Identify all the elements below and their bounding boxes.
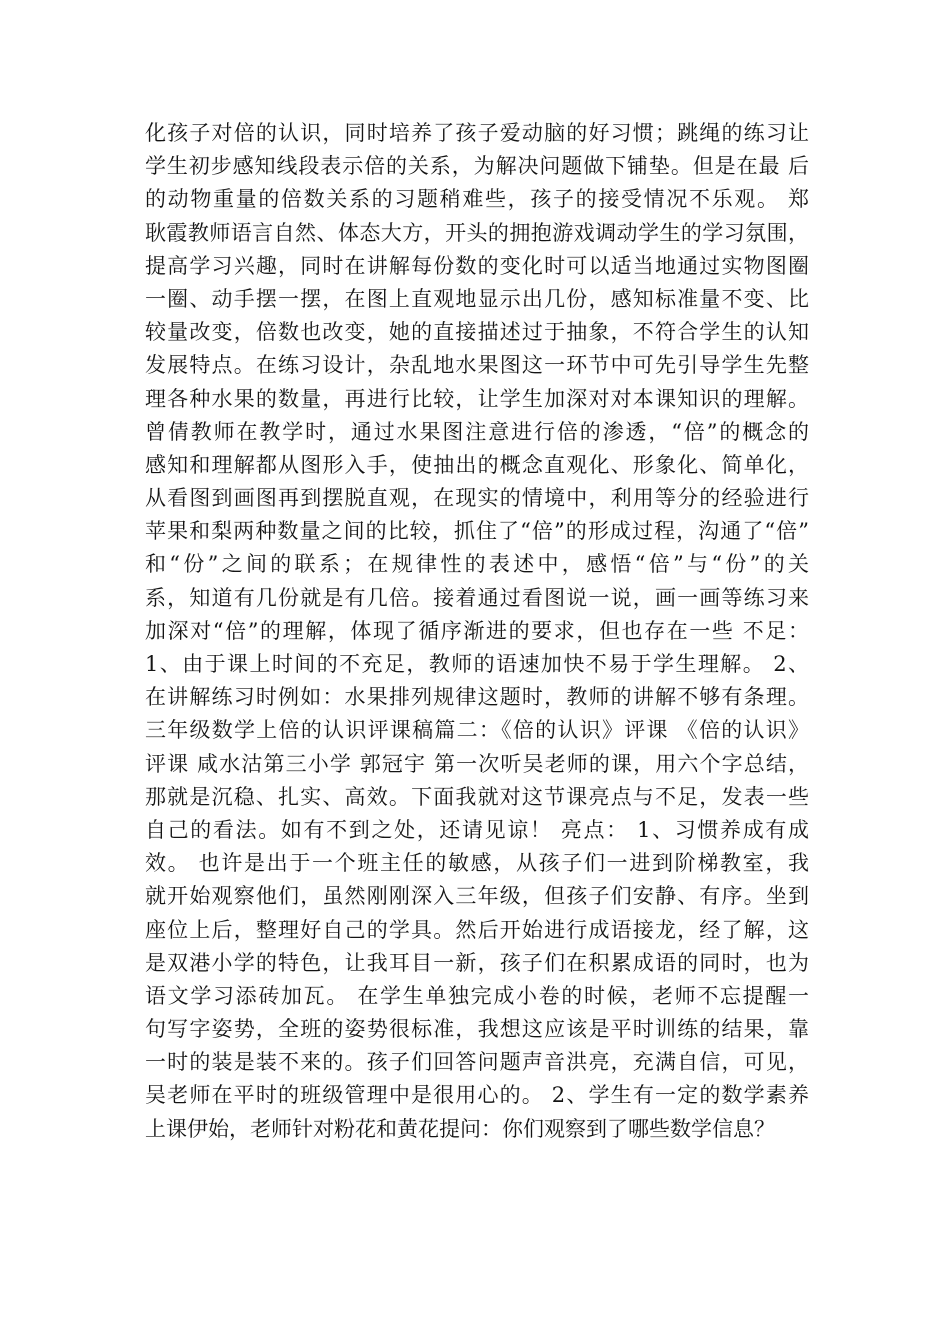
text-line: 学生初步感知线段表示倍的关系，为解决问题做下铺垫。但是在最 后 xyxy=(145,154,809,179)
text-line: 吴老师在平时的班级管理中是很用心的。 2、学生有一定的数学素养 xyxy=(145,1083,809,1108)
text-line: 理各种水果的数量，再进行比较，让学生加深对对本课知识的理解。 xyxy=(145,386,809,411)
text-line: 上课伊始，老师针对粉花和黄花提问：你们观察到了哪些数学信息？ xyxy=(145,1116,775,1141)
text-line: 化孩子对倍的认识，同时培养了孩子爱动脑的好习惯；跳绳的练习让 xyxy=(145,121,809,145)
text-line: 语文学习添砖加瓦。 在学生单独完成小卷的时候，老师不忘提醒一 xyxy=(145,983,809,1008)
text-line: 是双港小学的特色，让我耳目一新，孩子们在积累成语的同时，也为 xyxy=(145,950,809,975)
text-line: 一圈、动手摆一摆，在图上直观地显示出几份，感知标准量不变、比 xyxy=(145,286,809,311)
text-line: 评课 咸水沽第三小学 郭冠宇 第一次听吴老师的课，用六个字总结， xyxy=(145,751,809,776)
text-line: 发展特点。在练习设计，杂乱地水果图这一环节中可先引导学生先整 xyxy=(145,353,809,378)
text-line: 1、由于课上时间的不充足，教师的语速加快不易于学生理解。 2、 xyxy=(145,652,809,676)
text-line: 较量改变，倍数也改变，她的直接描述过于抽象，不符合学生的认知 xyxy=(145,320,809,345)
text-line: 就开始观察他们，虽然刚刚深入三年级，但孩子们安静、有序。坐到 xyxy=(145,884,809,909)
text-line: 在讲解练习时例如：水果排列规律这题时，教师的讲解不够有条理。 xyxy=(145,685,809,710)
text-line: 从看图到画图再到摆脱直观，在现实的情境中，利用等分的经验进行 xyxy=(145,486,809,511)
text-line: 的动物重量的倍数关系的习题稍难些，孩子的接受情况不乐观。 郑 xyxy=(145,187,809,212)
text-line: 一时的装是装不来的。孩子们回答问题声音洪亮，充满自信，可见， xyxy=(145,1050,809,1075)
text-line: 自己的看法。如有不到之处，还请见谅！ 亮点： 1、习惯养成有成 xyxy=(145,817,809,842)
text-line: 感知和理解都从图形入手，使抽出的概念直观化、形象化、简单化， xyxy=(145,452,809,477)
text-line: 座位上后，整理好自己的学具。然后开始进行成语接龙，经了解，这 xyxy=(145,917,809,942)
text-line: 句写字姿势，全班的姿势很标准，我想这应该是平时训练的结果，靠 xyxy=(145,1017,809,1042)
text-line: 耿霞教师语言自然、体态大方，开头的拥抱游戏调动学生的学习氛围， xyxy=(145,220,809,245)
text-line: 加深对“倍”的理解，体现了循序渐进的要求，但也存在一些 不足： xyxy=(145,618,809,643)
text-line: 和“份”之间的联系；在规律性的表述中，感悟“倍”与“份”的关 xyxy=(145,552,809,577)
text-line: 效。 也许是出于一个班主任的敏感，从孩子们一进到阶梯教室，我 xyxy=(145,851,809,876)
text-line: 提高学习兴趣，同时在讲解每份数的变化时可以适当地通过实物图圈 xyxy=(145,253,809,278)
text-line: 苹果和梨两种数量之间的比较，抓住了“倍”的形成过程，沟通了“倍” xyxy=(145,519,809,544)
text-line: 系，知道有几份就是有几倍。接着通过看图说一说，画一画等练习来 xyxy=(145,585,809,610)
text-line: 那就是沉稳、扎实、高效。下面我就对这节课亮点与不足，发表一些 xyxy=(145,784,809,809)
body-text xyxy=(145,117,809,1146)
text-line: 曾倩教师在教学时，通过水果图注意进行倍的渗透，“倍”的概念的 xyxy=(145,419,809,444)
text-line: 三年级数学上倍的认识评课稿篇二：《倍的认识》评课 《倍的认识》 xyxy=(145,718,809,743)
